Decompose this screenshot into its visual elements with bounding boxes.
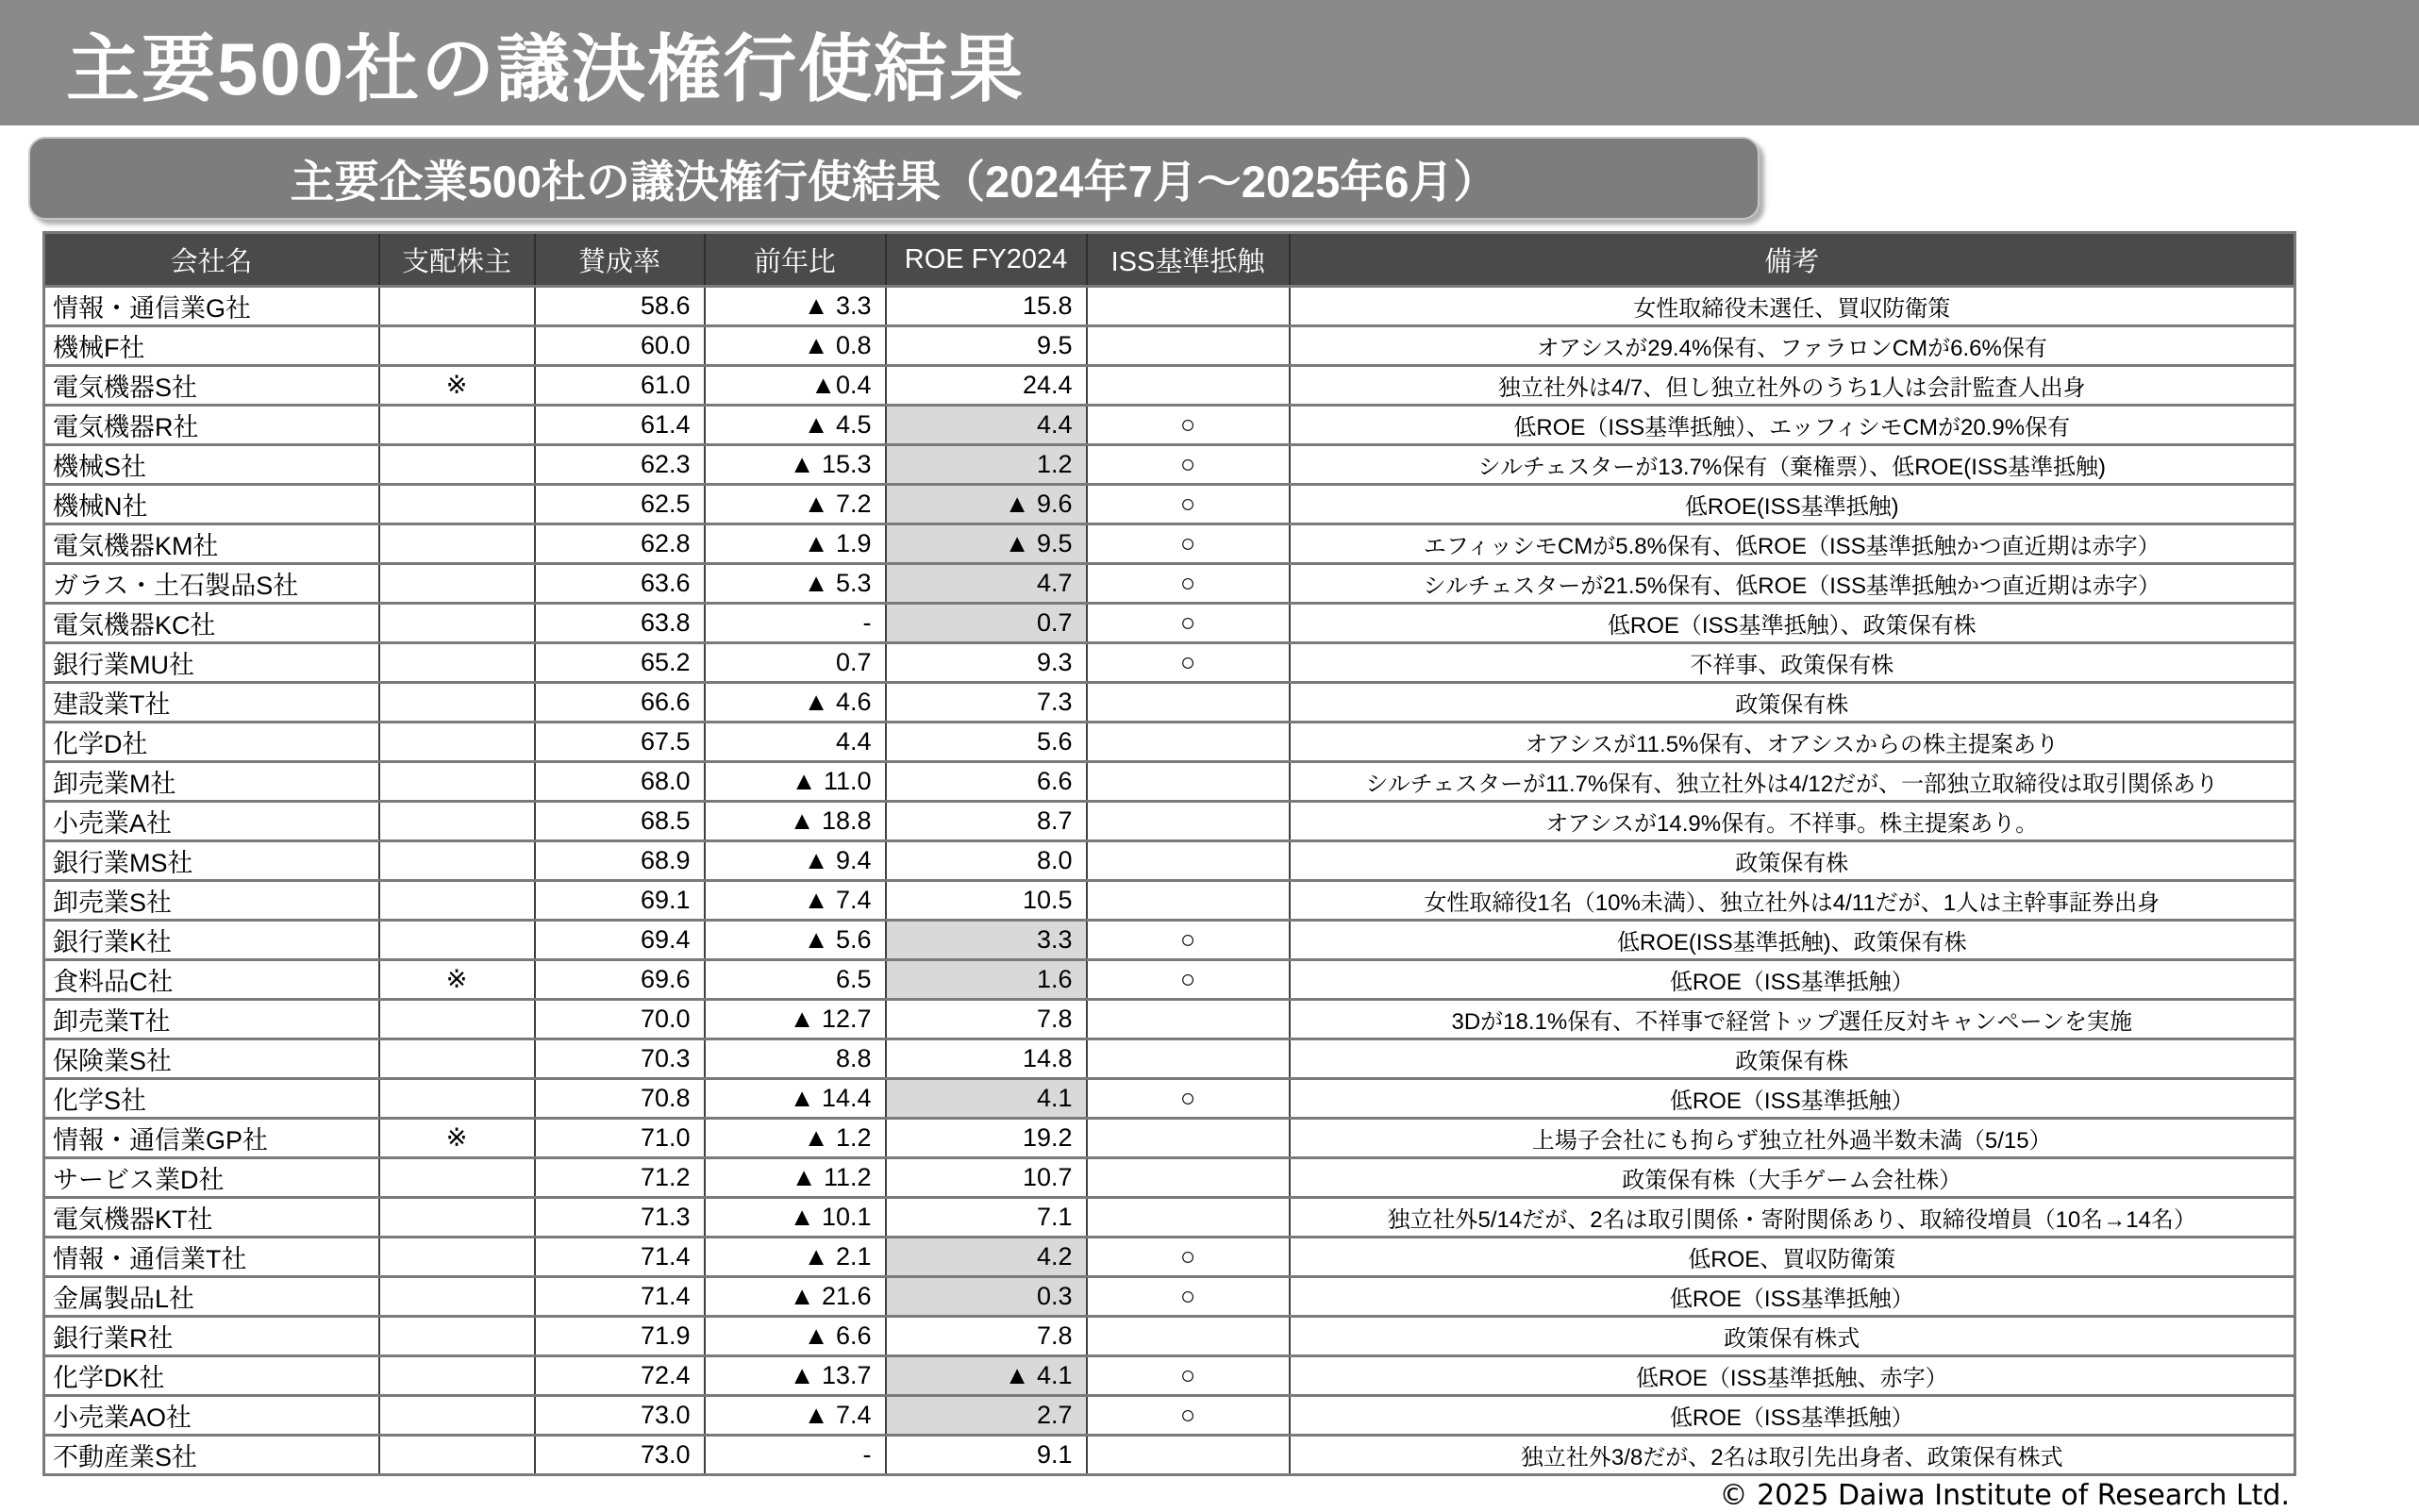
company-cell: 不動産業S社 (44, 1436, 379, 1475)
company-cell: 電気機器R社 (44, 406, 379, 445)
yoy-change-cell: ▲ 7.2 (705, 485, 886, 524)
controlling-shareholder-cell (379, 287, 535, 326)
iss-violation-cell (1087, 366, 1290, 406)
controlling-shareholder-cell (379, 485, 535, 524)
copyright: © 2025 Daiwa Institute of Research Ltd. (1719, 1479, 2290, 1512)
iss-violation-cell (1087, 1119, 1290, 1158)
remark-cell: 低ROE(ISS基準抵触)、政策保有株 (1290, 921, 2295, 960)
controlling-shareholder-cell (379, 1079, 535, 1119)
yoy-change-cell: ▲ 10.1 (705, 1198, 886, 1238)
roe-cell: 8.0 (886, 841, 1087, 881)
iss-violation-cell: ○ (1087, 1396, 1290, 1436)
controlling-shareholder-cell (379, 1317, 535, 1356)
company-cell: 食料品C社 (44, 960, 379, 1000)
column-header-company: 会社名 (44, 233, 379, 287)
approval-rate-cell: 61.0 (535, 366, 705, 406)
yoy-change-cell: ▲ 15.3 (705, 445, 886, 485)
company-cell: 化学S社 (44, 1079, 379, 1119)
table-row (44, 802, 2295, 841)
controlling-shareholder-cell (379, 445, 535, 485)
remark-cell: 政策保有株（大手ゲーム会社株） (1290, 1158, 2295, 1198)
controlling-shareholder-cell (379, 921, 535, 960)
roe-cell: 3.3 (886, 921, 1087, 960)
table-row (44, 1238, 2295, 1277)
approval-rate-cell: 70.8 (535, 1079, 705, 1119)
approval-rate-cell: 71.4 (535, 1277, 705, 1317)
table-row (44, 564, 2295, 604)
iss-violation-cell (1087, 1039, 1290, 1079)
iss-violation-cell: ○ (1087, 445, 1290, 485)
yoy-change-cell: ▲0.4 (705, 366, 886, 406)
remark-cell: 低ROE（ISS基準抵触） (1290, 960, 2295, 1000)
controlling-shareholder-cell (379, 564, 535, 604)
table-row (44, 406, 2295, 445)
table-row (44, 723, 2295, 762)
iss-violation-cell: ○ (1087, 485, 1290, 524)
iss-violation-cell: ○ (1087, 921, 1290, 960)
controlling-shareholder-cell (379, 683, 535, 723)
controlling-shareholder-cell (379, 326, 535, 366)
remark-cell: 政策保有株 (1290, 1039, 2295, 1079)
iss-violation-cell (1087, 1198, 1290, 1238)
iss-violation-cell: ○ (1087, 1238, 1290, 1277)
approval-rate-cell: 70.0 (535, 1000, 705, 1039)
iss-violation-cell (1087, 287, 1290, 326)
company-cell: 電気機器KM社 (44, 524, 379, 564)
approval-rate-cell: 71.0 (535, 1119, 705, 1158)
iss-violation-cell: ○ (1087, 524, 1290, 564)
roe-cell: 4.1 (886, 1079, 1087, 1119)
iss-violation-cell (1087, 1000, 1290, 1039)
remark-cell: 低ROE（ISS基準抵触）、政策保有株 (1290, 604, 2295, 643)
yoy-change-cell: ▲ 21.6 (705, 1277, 886, 1317)
yoy-change-cell: ▲ 1.9 (705, 524, 886, 564)
roe-cell: 9.3 (886, 643, 1087, 683)
table-row (44, 1436, 2295, 1475)
yoy-change-cell: ▲ 5.6 (705, 921, 886, 960)
remark-cell: 政策保有株 (1290, 683, 2295, 723)
yoy-change-cell: ▲ 7.4 (705, 1396, 886, 1436)
table-row (44, 921, 2295, 960)
controlling-shareholder-cell: ※ (379, 366, 535, 406)
table-row (44, 762, 2295, 802)
iss-violation-cell (1087, 1158, 1290, 1198)
yoy-change-cell: ▲ 4.6 (705, 683, 886, 723)
remark-cell: 低ROE（ISS基準抵触）、エッフィシモCMが20.9%保有 (1290, 406, 2295, 445)
roe-cell: 14.8 (886, 1039, 1087, 1079)
column-header-controlling-shareholder: 支配株主 (379, 233, 535, 287)
approval-rate-cell: 73.0 (535, 1436, 705, 1475)
roe-cell: ▲ 9.5 (886, 524, 1087, 564)
approval-rate-cell: 71.2 (535, 1158, 705, 1198)
remark-cell: 低ROE（ISS基準抵触） (1290, 1396, 2295, 1436)
remark-cell: 上場子会社にも拘らず独立社外過半数未満（5/15） (1290, 1119, 2295, 1158)
remark-cell: オアシスが11.5%保有、オアシスからの株主提案あり (1290, 723, 2295, 762)
iss-violation-cell: ○ (1087, 406, 1290, 445)
remark-cell: 低ROE（ISS基準抵触、赤字） (1290, 1356, 2295, 1396)
controlling-shareholder-cell (379, 1277, 535, 1317)
yoy-change-cell: ▲ 7.4 (705, 881, 886, 921)
company-cell: 銀行業K社 (44, 921, 379, 960)
yoy-change-cell: ▲ 0.8 (705, 326, 886, 366)
approval-rate-cell: 71.4 (535, 1238, 705, 1277)
yoy-change-cell: ▲ 11.2 (705, 1158, 886, 1198)
iss-violation-cell (1087, 1317, 1290, 1356)
table-row (44, 485, 2295, 524)
column-header-yoy-change: 前年比 (705, 233, 886, 287)
approval-rate-cell: 73.0 (535, 1396, 705, 1436)
column-header-approval-rate: 賛成率 (535, 233, 705, 287)
remark-cell: 女性取締役1名（10%未満）、独立社外は4/11だが、1人は主幹事証券出身 (1290, 881, 2295, 921)
table-row (44, 445, 2295, 485)
company-cell: 化学D社 (44, 723, 379, 762)
roe-cell: 9.5 (886, 326, 1087, 366)
table-row (44, 326, 2295, 366)
iss-violation-cell (1087, 326, 1290, 366)
table-row (44, 1277, 2295, 1317)
controlling-shareholder-cell (379, 406, 535, 445)
table-row (44, 287, 2295, 326)
title-banner (0, 0, 2419, 125)
remark-cell: エフィッシモCMが5.8%保有、低ROE（ISS基準抵触かつ直近期は赤字） (1290, 524, 2295, 564)
table-body (44, 287, 2295, 1475)
controlling-shareholder-cell (379, 723, 535, 762)
approval-rate-cell: 62.5 (535, 485, 705, 524)
controlling-shareholder-cell (379, 841, 535, 881)
yoy-change-cell: ▲ 14.4 (705, 1079, 886, 1119)
roe-cell: 0.3 (886, 1277, 1087, 1317)
page-title: 主要500社の議決権行使結果 (66, 26, 1026, 110)
approval-rate-cell: 69.4 (535, 921, 705, 960)
company-cell: 金属製品L社 (44, 1277, 379, 1317)
company-cell: 銀行業MS社 (44, 841, 379, 881)
roe-cell: 2.7 (886, 1396, 1087, 1436)
approval-rate-cell: 69.1 (535, 881, 705, 921)
subtitle-text: 主要企業500社の議決権行使結果（2024年7月～2025年6月） (290, 156, 1498, 207)
approval-rate-cell: 70.3 (535, 1039, 705, 1079)
company-cell: 情報・通信業G社 (44, 287, 379, 326)
iss-violation-cell (1087, 723, 1290, 762)
company-cell: 小売業A社 (44, 802, 379, 841)
controlling-shareholder-cell (379, 1436, 535, 1475)
controlling-shareholder-cell (379, 604, 535, 643)
company-cell: 卸売業M社 (44, 762, 379, 802)
roe-cell: 9.1 (886, 1436, 1087, 1475)
remark-cell: 女性取締役未選任、買収防衛策 (1290, 287, 2295, 326)
company-cell: 卸売業S社 (44, 881, 379, 921)
table-row (44, 841, 2295, 881)
approval-rate-cell: 63.8 (535, 604, 705, 643)
yoy-change-cell: - (705, 604, 886, 643)
iss-violation-cell: ○ (1087, 1277, 1290, 1317)
yoy-change-cell: 6.5 (705, 960, 886, 1000)
table-row (44, 960, 2295, 1000)
table-row (44, 366, 2295, 406)
roe-cell: 10.7 (886, 1158, 1087, 1198)
yoy-change-cell: 0.7 (705, 643, 886, 683)
company-cell: 電気機器KC社 (44, 604, 379, 643)
table-row (44, 881, 2295, 921)
table-row (44, 604, 2295, 643)
company-cell: 機械F社 (44, 326, 379, 366)
approval-rate-cell: 71.3 (535, 1198, 705, 1238)
controlling-shareholder-cell (379, 1356, 535, 1396)
approval-rate-cell: 72.4 (535, 1356, 705, 1396)
remark-cell: 独立社外5/14だが、2名は取引関係・寄附関係あり、取締役増員（10名→14名） (1290, 1198, 2295, 1238)
yoy-change-cell: ▲ 1.2 (705, 1119, 886, 1158)
roe-cell: 7.3 (886, 683, 1087, 723)
controlling-shareholder-cell (379, 643, 535, 683)
column-header-roe: ROE FY2024 (886, 233, 1087, 287)
iss-violation-cell (1087, 1436, 1290, 1475)
table-row (44, 1396, 2295, 1436)
iss-violation-cell: ○ (1087, 643, 1290, 683)
yoy-change-cell: ▲ 18.8 (705, 802, 886, 841)
column-header-remarks: 備考 (1290, 233, 2295, 287)
table-row (44, 643, 2295, 683)
remark-cell: オアシスが29.4%保有、ファラロンCMが6.6%保有 (1290, 326, 2295, 366)
controlling-shareholder-cell: ※ (379, 1119, 535, 1158)
roe-cell: ▲ 4.1 (886, 1356, 1087, 1396)
company-cell: 銀行業R社 (44, 1317, 379, 1356)
controlling-shareholder-cell (379, 1039, 535, 1079)
company-cell: 機械S社 (44, 445, 379, 485)
iss-violation-cell: ○ (1087, 564, 1290, 604)
yoy-change-cell: ▲ 5.3 (705, 564, 886, 604)
subtitle-banner (28, 137, 1760, 220)
roe-cell: ▲ 9.6 (886, 485, 1087, 524)
yoy-change-cell: ▲ 13.7 (705, 1356, 886, 1396)
column-header-iss-violation: ISS基準抵触 (1087, 233, 1290, 287)
roe-cell: 1.2 (886, 445, 1087, 485)
table-row (44, 683, 2295, 723)
iss-violation-cell (1087, 683, 1290, 723)
table-row (44, 1317, 2295, 1356)
roe-cell: 4.4 (886, 406, 1087, 445)
company-cell: 保険業S社 (44, 1039, 379, 1079)
yoy-change-cell: ▲ 11.0 (705, 762, 886, 802)
roe-cell: 1.6 (886, 960, 1087, 1000)
roe-cell: 7.8 (886, 1317, 1087, 1356)
table-row (44, 1198, 2295, 1238)
yoy-change-cell: ▲ 12.7 (705, 1000, 886, 1039)
controlling-shareholder-cell (379, 881, 535, 921)
roe-cell: 24.4 (886, 366, 1087, 406)
approval-rate-cell: 60.0 (535, 326, 705, 366)
remark-cell: 独立社外3/8だが、2名は取引先出身者、政策保有株式 (1290, 1436, 2295, 1475)
approval-rate-cell: 58.6 (535, 287, 705, 326)
company-cell: 小売業AO社 (44, 1396, 379, 1436)
company-cell: サービス業D社 (44, 1158, 379, 1198)
roe-cell: 8.7 (886, 802, 1087, 841)
table-row (44, 1039, 2295, 1079)
company-cell: 情報・通信業GP社 (44, 1119, 379, 1158)
remark-cell: 低ROE（ISS基準抵触） (1290, 1079, 2295, 1119)
controlling-shareholder-cell (379, 1158, 535, 1198)
iss-violation-cell: ○ (1087, 1356, 1290, 1396)
roe-cell: 15.8 (886, 287, 1087, 326)
controlling-shareholder-cell (379, 1238, 535, 1277)
approval-rate-cell: 71.9 (535, 1317, 705, 1356)
results-table-container (42, 231, 2294, 1476)
approval-rate-cell: 62.3 (535, 445, 705, 485)
company-cell: 卸売業T社 (44, 1000, 379, 1039)
remark-cell: シルチェスターが11.7%保有、独立社外は4/12だが、一部独立取締役は取引関係あり (1290, 762, 2295, 802)
iss-violation-cell (1087, 762, 1290, 802)
company-cell: 機械N社 (44, 485, 379, 524)
approval-rate-cell: 68.9 (535, 841, 705, 881)
yoy-change-cell: ▲ 6.6 (705, 1317, 886, 1356)
remark-cell: オアシスが14.9%保有。不祥事。株主提案あり。 (1290, 802, 2295, 841)
remark-cell: 低ROE（ISS基準抵触） (1290, 1277, 2295, 1317)
iss-violation-cell (1087, 841, 1290, 881)
remark-cell: 政策保有株 (1290, 841, 2295, 881)
iss-violation-cell (1087, 802, 1290, 841)
controlling-shareholder-cell (379, 1000, 535, 1039)
yoy-change-cell: ▲ 3.3 (705, 287, 886, 326)
table-row (44, 524, 2295, 564)
roe-cell: 4.2 (886, 1238, 1087, 1277)
remark-cell: シルチェスターが21.5%保有、低ROE（ISS基準抵触かつ直近期は赤字） (1290, 564, 2295, 604)
approval-rate-cell: 62.8 (535, 524, 705, 564)
remark-cell: 低ROE、買収防衛策 (1290, 1238, 2295, 1277)
remark-cell: 不祥事、政策保有株 (1290, 643, 2295, 683)
iss-violation-cell: ○ (1087, 604, 1290, 643)
iss-violation-cell: ○ (1087, 1079, 1290, 1119)
roe-cell: 4.7 (886, 564, 1087, 604)
controlling-shareholder-cell (379, 802, 535, 841)
remark-cell: 独立社外は4/7、但し独立社外のうち1人は会計監査人出身 (1290, 366, 2295, 406)
remark-cell: 低ROE(ISS基準抵触) (1290, 485, 2295, 524)
table-header-row (44, 233, 2295, 287)
approval-rate-cell: 65.2 (535, 643, 705, 683)
company-cell: 銀行業MU社 (44, 643, 379, 683)
yoy-change-cell: ▲ 9.4 (705, 841, 886, 881)
roe-cell: 0.7 (886, 604, 1087, 643)
approval-rate-cell: 68.5 (535, 802, 705, 841)
approval-rate-cell: 69.6 (535, 960, 705, 1000)
table-row (44, 1158, 2295, 1198)
company-cell: 電気機器KT社 (44, 1198, 379, 1238)
company-cell: 電気機器S社 (44, 366, 379, 406)
approval-rate-cell: 66.6 (535, 683, 705, 723)
approval-rate-cell: 68.0 (535, 762, 705, 802)
roe-cell: 19.2 (886, 1119, 1087, 1158)
roe-cell: 7.1 (886, 1198, 1087, 1238)
roe-cell: 6.6 (886, 762, 1087, 802)
controlling-shareholder-cell (379, 762, 535, 802)
company-cell: 建設業T社 (44, 683, 379, 723)
roe-cell: 10.5 (886, 881, 1087, 921)
approval-rate-cell: 61.4 (535, 406, 705, 445)
controlling-shareholder-cell (379, 1396, 535, 1436)
yoy-change-cell: 4.4 (705, 723, 886, 762)
yoy-change-cell: ▲ 4.5 (705, 406, 886, 445)
controlling-shareholder-cell: ※ (379, 960, 535, 1000)
company-cell: 情報・通信業T社 (44, 1238, 379, 1277)
results-table (42, 231, 2296, 1476)
company-cell: ガラス・土石製品S社 (44, 564, 379, 604)
remark-cell: シルチェスターが13.7%保有（棄権票）、低ROE(ISS基準抵触) (1290, 445, 2295, 485)
yoy-change-cell: 8.8 (705, 1039, 886, 1079)
yoy-change-cell: ▲ 2.1 (705, 1238, 886, 1277)
roe-cell: 7.8 (886, 1000, 1087, 1039)
table-row (44, 1000, 2295, 1039)
controlling-shareholder-cell (379, 1198, 535, 1238)
remark-cell: 3Dが18.1%保有、不祥事で経営トップ選任反対キャンペーンを実施 (1290, 1000, 2295, 1039)
table-row (44, 1356, 2295, 1396)
table-row (44, 1079, 2295, 1119)
table-row (44, 1119, 2295, 1158)
iss-violation-cell: ○ (1087, 960, 1290, 1000)
approval-rate-cell: 63.6 (535, 564, 705, 604)
yoy-change-cell: - (705, 1436, 886, 1475)
controlling-shareholder-cell (379, 524, 535, 564)
iss-violation-cell (1087, 881, 1290, 921)
remark-cell: 政策保有株式 (1290, 1317, 2295, 1356)
approval-rate-cell: 67.5 (535, 723, 705, 762)
company-cell: 化学DK社 (44, 1356, 379, 1396)
roe-cell: 5.6 (886, 723, 1087, 762)
